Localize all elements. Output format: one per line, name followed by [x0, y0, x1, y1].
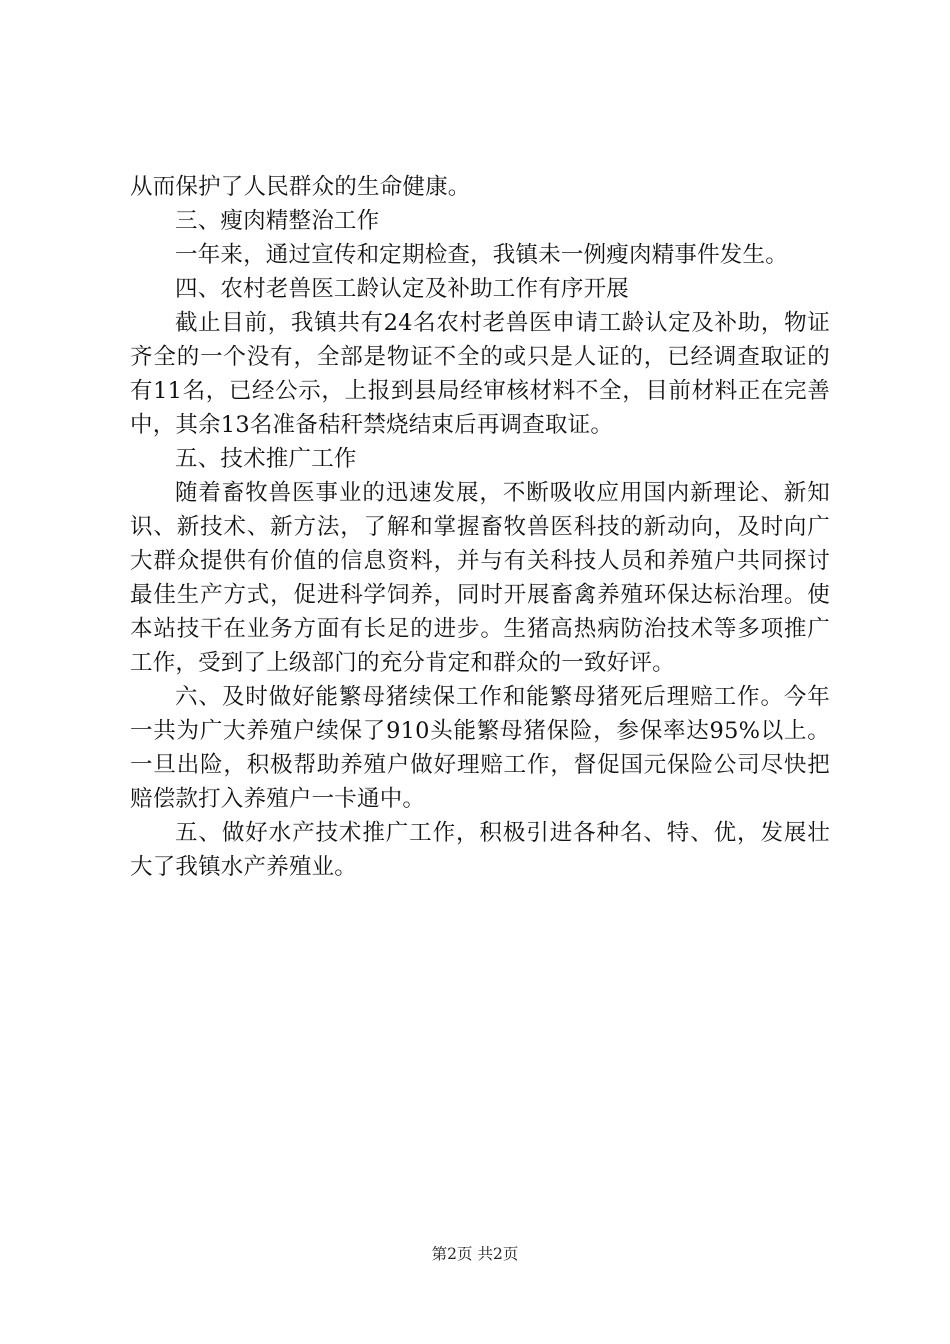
page-footer — [0, 1242, 950, 1264]
document-body — [130, 170, 830, 884]
paragraph-veterinarian-subsidy: 截止目前，我镇共有24名农村老兽医申请工龄认定及补助，物证齐全的一个没有，全部是物证不全的或只是人证的，已经调查取证的有11名，已经公示，上报到县局经审核材料不全，目前材料正在完善中，其余13名准备秸秆禁烧结束后再调查取证。 — [130, 310, 830, 438]
paragraph-aquaculture: 五、做好水产技术推广工作，积极引进各种名、特、优，发展壮大了我镇水产养殖业。 — [130, 820, 830, 880]
section-heading-5: 五、技术推广工作 — [175, 446, 357, 472]
page-number-label: 第2页 共2页 — [431, 1245, 519, 1263]
section-heading-3: 三、瘦肉精整治工作 — [175, 208, 380, 234]
section-heading-4: 四、农村老兽医工龄认定及补助工作有序开展 — [175, 276, 630, 302]
paragraph-continuation: 从而保护了人民群众的生命健康。 — [130, 174, 471, 200]
paragraph-clenbuterol: 一年来，通过宣传和定期检查，我镇未一例瘦肉精事件发生。 — [175, 242, 788, 268]
paragraph-sow-insurance: 六、及时做好能繁母猪续保工作和能繁母猪死后理赔工作。今年一共为广大养殖户续保了910头能繁母猪保险，参保率达95%以上。一旦出险，积极帮助养殖户做好理赔工作，督促国元保险公司尽快把赔偿款打入养殖户一卡通中。 — [130, 684, 830, 812]
paragraph-technology-promotion: 随着畜牧兽医事业的迅速发展，不断吸收应用国内新理论、新知识、新技术、新方法，了解和掌握畜牧兽医科技的新动向，及时向广大群众提供有价值的信息资料，并与有关科技人员和养殖户共同探讨最佳生产方式，促进科学饲养，同时开展畜禽养殖环保达标治理。使本站技干在业务方面有长足的进步。生猪高热病防治技术等多项推广工作，受到了上级部门的充分肯定和群众的一致好评。 — [130, 480, 830, 676]
